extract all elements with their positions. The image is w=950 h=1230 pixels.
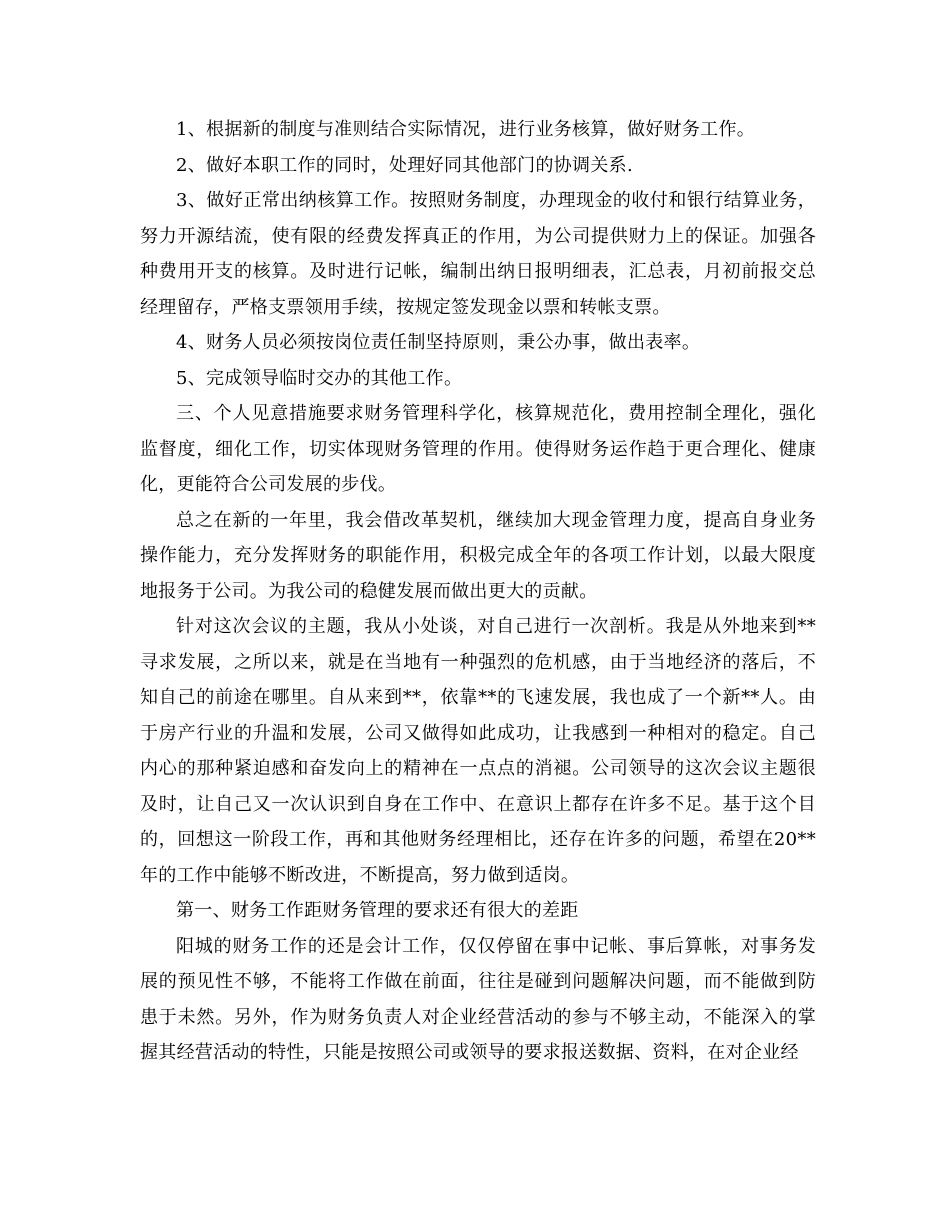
paragraph-5: 5、完成领导临时交办的其他工作。 [176, 367, 463, 389]
paragraph-2: 2、做好本职工作的同时，处理好同其他部门的协调关系. [176, 154, 633, 176]
paragraph-self-analysis: 针对这次会议的主题，我从小处谈，对自己进行一次剖析。我是从外地来到**寻求发展，之所以来，就是在当地有一种强烈的危机感，由于当地经济的落后，不知自己的前途在哪里。自从来到**，依靠**的飞速发展，我也成了一个新**人。由于房产行业的升温和发展，公司又做得如此成功，让我感到一种相对的稳定。自己内心的那种紧迫感和奋发向上的精神在一点点的消褪。公司领导的这次会议主题很及时，让自己又一次认识到自身在工作中、在意识上都存在许多不足。基于这个目的，回想这一阶段工作，再和其他财务经理相比，还存在许多的问题，希望在20**年的工作中能够不断改进，不断提高，努力做到适岗。 [140, 616, 816, 886]
paragraph-detail: 阳城的财务工作的还是会计工作，仅仅停留在事中记帐、事后算帐，对事务发展的预见性不够，不能将工作做在前面，往往是碰到问题解决问题，而不能做到防患于未然。另外，作为财务负责人对企业经营活动的参与不够主动，不能深入的掌握其经营活动的特性，只能是按照公司或领导的要求报送数据、资料，在对企业经 [140, 935, 816, 1063]
paragraph-heading-first: 第一、财务工作距财务管理的要求还有很大的差距 [176, 900, 579, 921]
paragraph-section-three: 三、个人见意措施要求财务管理科学化，核算规范化，费用控制全理化，强化监督度，细化工作，切实体现财务管理的作用。使得财务运作趋于更合理化、健康化，更能符合公司发展的步伐。 [140, 403, 816, 495]
paragraph-1: 1、根据新的制度与准则结合实际情况，进行业务核算，做好财务工作。 [176, 119, 756, 140]
document-body [140, 112, 816, 1071]
paragraph-4: 4、财务人员必须按岗位责任制坚持原则，秉公办事，做出表率。 [176, 332, 701, 353]
paragraph-summary: 总之在新的一年里，我会借改革契机，继续加大现金管理力度，提高自身业务操作能力，充分发挥财务的职能作用，积极完成全年的各项工作计划，以最大限度地报务于公司。为我公司的稳健发展而做出更大的贡献。 [140, 509, 816, 602]
paragraph-3: 3、做好正常出纳核算工作。按照财务制度，办理现金的收付和银行结算业务，努力开源结流，使有限的经费发挥真正的作用，为公司提供财力上的保证。加强各种费用开支的核算。及时进行记帐，编制出纳日报明细表，汇总表，月初前报交总经理留存，严格支票领用手续，按规定签发现金以票和转帐支票。 [140, 190, 816, 318]
